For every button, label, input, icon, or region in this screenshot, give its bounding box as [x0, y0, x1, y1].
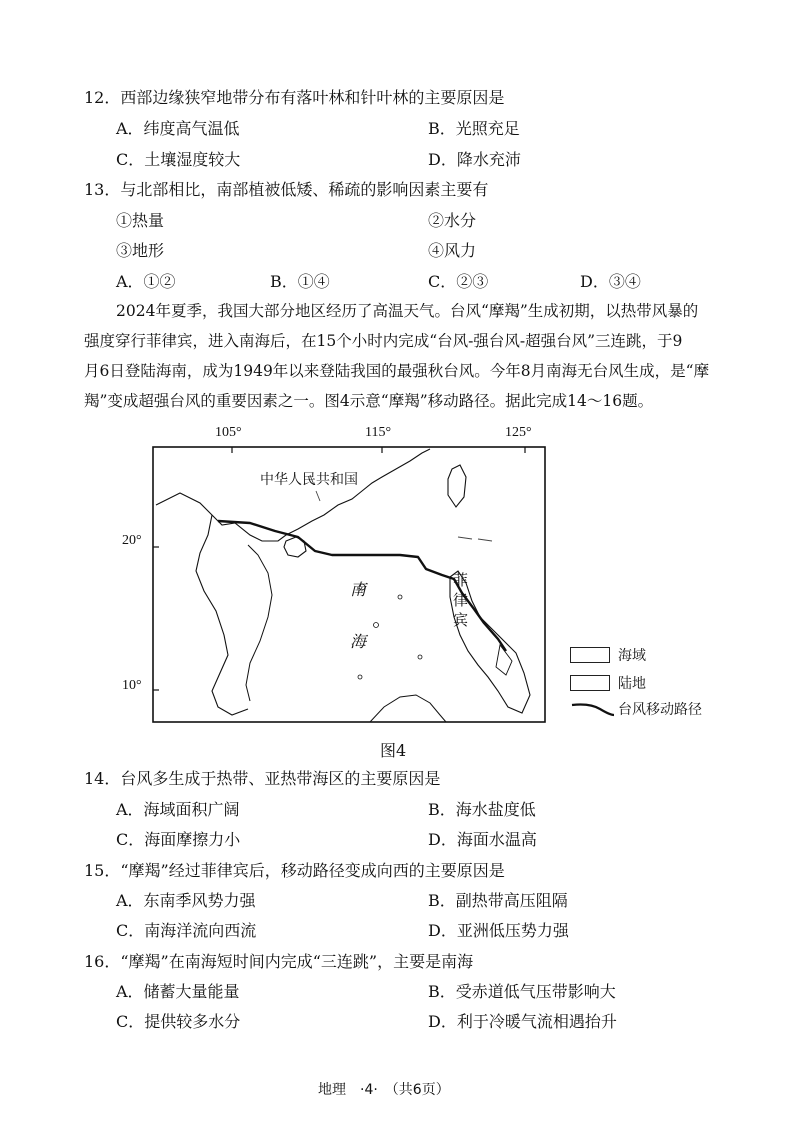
q13-factor-1: ①热量	[116, 211, 165, 230]
q16-option-a: A．储蓄大量能量	[116, 982, 240, 1001]
passage-line-3: 月6日登陆海南，成为1949年以来登陆我国的最强秋台风。今年8月南海无台风生成，是“摩	[84, 362, 710, 380]
legend-sea-label: 海域	[618, 648, 646, 664]
q12-option-b: B．光照充足	[428, 119, 520, 138]
q15-option-c: C．南海洋流向西流	[116, 921, 257, 940]
legend-sea-swatch	[570, 647, 610, 663]
q13-factor-3: ③地形	[116, 241, 165, 260]
philippines-char-3: 宾	[453, 611, 469, 629]
passage-line-1: 2024年夏季，我国大部分地区经历了高温天气。台风“摩羯”生成初期，以热带风暴的	[116, 302, 699, 320]
q13-option-b: B．①④	[270, 272, 330, 291]
lat-label-10: 10°	[122, 678, 142, 693]
lon-label-105: 105°	[215, 425, 242, 440]
lon-label-115: 115°	[365, 425, 392, 440]
china-label: 中华人民共和国	[260, 472, 358, 488]
philippines-char-2: 律	[453, 591, 469, 609]
q14-option-d: D．海面水温高	[428, 830, 537, 849]
lat-label-20: 20°	[122, 533, 142, 548]
legend-path	[570, 699, 702, 719]
q14-option-b: B．海水盐度低	[428, 800, 536, 819]
legend-land-label: 陆地	[618, 676, 646, 692]
q15-stem: 15．“摩羯”经过菲律宾后，移动路径变成向西的主要原因是	[84, 861, 505, 880]
q15-option-a: A．东南季风势力强	[116, 891, 256, 910]
typhoon-map-figure	[100, 425, 740, 745]
q15-option-b: B．副热带高压阻隔	[428, 891, 568, 910]
q16-option-d: D．利于冷暖气流相遇抬升	[428, 1012, 617, 1031]
q12-option-c: C．土壤湿度较大	[116, 150, 241, 169]
figure-caption: 图4	[380, 741, 407, 760]
legend-land-swatch	[570, 675, 610, 691]
legend-path-label: 台风移动路径	[618, 702, 702, 718]
south-sea-char-2: 海	[350, 632, 367, 651]
south-sea-char-1: 南	[350, 580, 367, 599]
q14-option-c: C．海面摩擦力小	[116, 830, 241, 849]
philippines-char-1: 菲	[453, 571, 469, 589]
q16-stem: 16．“摩羯”在南海短时间内完成“三连跳”，主要是南海	[84, 952, 474, 971]
passage	[84, 296, 754, 416]
q16-option-b: B．受赤道低气压带影响大	[428, 982, 616, 1001]
q12-stem: 12．西部边缘狭窄地带分布有落叶林和针叶林的主要原因是	[84, 88, 505, 107]
q13-stem: 13．与北部相比，南部植被低矮、稀疏的影响因素主要有	[84, 180, 489, 199]
q16-option-c: C．提供较多水分	[116, 1012, 241, 1031]
q12-option-d: D．降水充沛	[428, 150, 521, 169]
lon-label-125: 125°	[505, 425, 532, 440]
page-footer: 地理 ·4· （共6页）	[318, 1082, 450, 1098]
q14-option-a: A．海域面积广阔	[116, 800, 240, 819]
q15-option-d: D．亚洲低压势力强	[428, 921, 569, 940]
q14-stem: 14．台风多生成于热带、亚热带海区的主要原因是	[84, 769, 441, 788]
legend-land	[570, 673, 646, 693]
q13-option-a: A．①②	[116, 272, 176, 291]
q12-option-a: A．纬度高气温低	[116, 119, 240, 138]
passage-line-4: 羯”变成超强台风的重要因素之一。图4示意“摩羯”移动路径。据此完成14～16题。	[84, 392, 654, 410]
passage-line-2: 强度穿行菲律宾，进入南海后，在15个小时内完成“台风-强台风-超强台风”三连跳，于9	[84, 332, 683, 350]
q13-factor-2: ②水分	[428, 211, 477, 230]
q13-option-d: D．③④	[580, 272, 641, 291]
legend-sea	[570, 645, 646, 665]
q13-factor-4: ④风力	[428, 241, 477, 260]
legend-path-swatch	[570, 699, 616, 719]
q13-option-c: C．②③	[428, 272, 489, 291]
